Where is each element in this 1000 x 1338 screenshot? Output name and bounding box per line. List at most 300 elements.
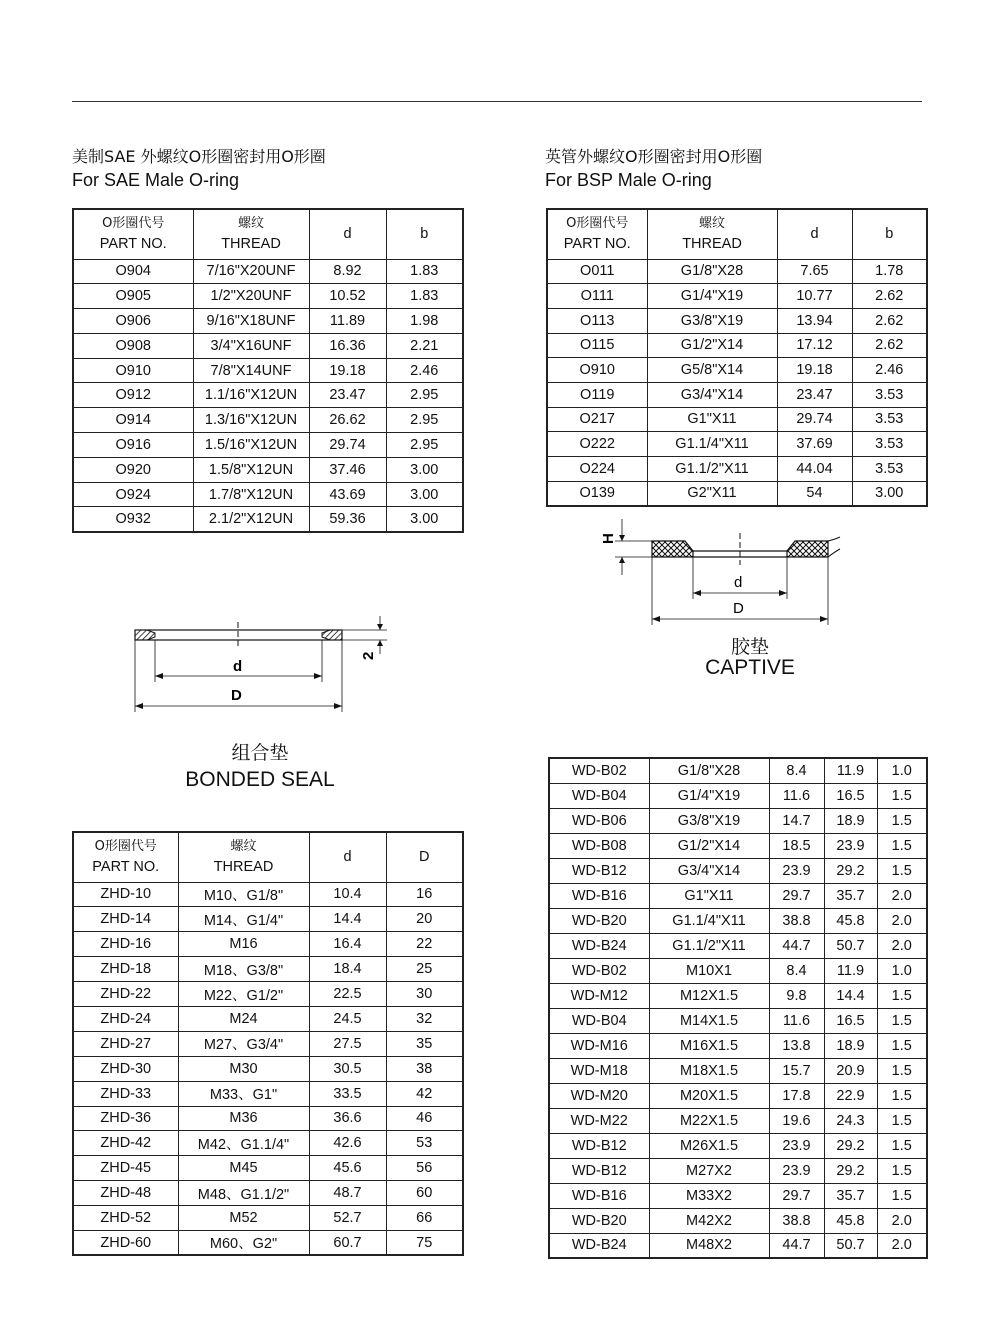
thread-cell: M24 [178, 1006, 309, 1031]
part-no-cell: ZHD-14 [73, 907, 178, 932]
dim-d-cell: 16.4 [309, 932, 386, 957]
sae-table [72, 208, 464, 533]
dim-b-cell: 46 [386, 1106, 463, 1131]
captive-caption-cn: 胶垫 [730, 636, 769, 658]
zhd-header-row [73, 832, 463, 882]
part-no-cell: WD-B20 [549, 1208, 649, 1233]
dim-b-cell: 45.8 [824, 1208, 877, 1233]
table-row [549, 1083, 927, 1108]
dim-d-cell: 8.4 [769, 958, 824, 983]
zhd-table [72, 831, 464, 1256]
part-no-cell: ZHD-18 [73, 957, 178, 982]
table-row [73, 1081, 463, 1106]
dim-b-cell: 24.3 [824, 1108, 877, 1133]
dim-d-cell: 10.77 [777, 284, 852, 309]
part-no-cell: O217 [547, 407, 647, 432]
part-no-cell: O119 [547, 382, 647, 407]
part-no-cell: O914 [73, 408, 193, 433]
table-row [73, 932, 463, 957]
thread-cell: M22、G1/2" [178, 982, 309, 1007]
part-no-cell: WD-B24 [549, 1233, 649, 1258]
dim-d-cell: 17.12 [777, 333, 852, 358]
dim-b-cell: 60 [386, 1181, 463, 1206]
thread-cell: 9/16"X18UNF [193, 309, 309, 334]
dim-b-cell: 25 [386, 957, 463, 982]
part-no-cell: O115 [547, 333, 647, 358]
sae-title-cn: 美制SAE 外螺纹O形圈密封用O形圈 [72, 147, 326, 166]
dim-d-cell: 16.36 [309, 333, 386, 358]
table-row [73, 1031, 463, 1056]
table-row [73, 1206, 463, 1231]
d-label: d [233, 658, 243, 675]
dim-b-cell: 3.00 [386, 457, 463, 482]
captive-caption [660, 634, 840, 677]
thread-cell: G2"X11 [647, 481, 777, 506]
table-row [547, 259, 927, 284]
left-seal-section [652, 541, 693, 557]
part-no-cell: WD-B08 [549, 833, 649, 858]
dim-h-cell: 1.5 [877, 1083, 927, 1108]
dim-d-cell: 14.7 [769, 808, 824, 833]
dim-d-cell: 52.7 [309, 1206, 386, 1231]
dim-b-cell: 1.98 [386, 309, 463, 334]
thread-cell: G3/8"X19 [647, 308, 777, 333]
dim-h-cell: 1.5 [877, 1183, 927, 1208]
table-row [73, 957, 463, 982]
D-label: D [231, 687, 242, 704]
table-row [547, 308, 927, 333]
dim-h-cell: 1.5 [877, 1108, 927, 1133]
dim-d-cell: 26.62 [309, 408, 386, 433]
table-row [549, 883, 927, 908]
part-no-header: O形圈代号 PART NO. [73, 209, 193, 259]
part-no-cell: WD-B12 [549, 1133, 649, 1158]
dim-h-cell: 1.5 [877, 783, 927, 808]
part-no-cell: O222 [547, 432, 647, 457]
dim-b-cell: 2.46 [386, 358, 463, 383]
dim-d-cell: 54 [777, 481, 852, 506]
table-row [547, 333, 927, 358]
thread-cell: G3/8"X19 [649, 808, 769, 833]
b-header: b [852, 209, 927, 259]
part-no-cell: ZHD-36 [73, 1106, 178, 1131]
table-row [549, 858, 927, 883]
thread-header: 螺纹 THREAD [193, 209, 309, 259]
table-row [547, 358, 927, 383]
part-no-cell: WD-B02 [549, 958, 649, 983]
part-no-cell: WD-M16 [549, 1033, 649, 1058]
table-row [549, 1158, 927, 1183]
thread-cell: 1.5/16"X12UN [193, 433, 309, 458]
thread-cell: M27、G3/4" [178, 1031, 309, 1056]
thread-cell: G3/4"X14 [649, 858, 769, 883]
part-no-cell: O139 [547, 481, 647, 506]
dim-b-cell: 50.7 [824, 933, 877, 958]
dim-d-cell: 22.5 [309, 982, 386, 1007]
thread-cell: G1.1/2"X11 [647, 457, 777, 482]
table-row [549, 783, 927, 808]
dim-d-cell: 44.7 [769, 933, 824, 958]
part-no-cell: ZHD-22 [73, 982, 178, 1007]
dim-d-cell: 48.7 [309, 1181, 386, 1206]
thread-cell: M30 [178, 1056, 309, 1081]
dim-h-cell: 1.5 [877, 1008, 927, 1033]
sae-title-en: For SAE Male O-ring [72, 170, 240, 190]
thread-cell: M18、G3/8" [178, 957, 309, 982]
thread-cell: 7/16"X20UNF [193, 259, 309, 284]
dim-d-cell: 45.6 [309, 1156, 386, 1181]
dim-d-cell: 7.65 [777, 259, 852, 284]
dim-d-cell: 19.6 [769, 1108, 824, 1133]
dim-b-cell: 16.5 [824, 783, 877, 808]
part-no-cell: O224 [547, 457, 647, 482]
dim-h-cell: 1.0 [877, 958, 927, 983]
dim-b-cell: 53 [386, 1131, 463, 1156]
dim-b-cell: 3.00 [852, 481, 927, 506]
dim-d-cell: 23.9 [769, 1133, 824, 1158]
thread-cell: M48、G1.1/2" [178, 1181, 309, 1206]
table-row [547, 457, 927, 482]
dim-d-cell: 29.74 [309, 433, 386, 458]
dim-d-cell: 42.6 [309, 1131, 386, 1156]
dim-h-cell: 1.5 [877, 1058, 927, 1083]
height-label: 2 [360, 651, 377, 660]
dim-b-cell: 30 [386, 982, 463, 1007]
dim-b-cell: 56 [386, 1156, 463, 1181]
thread-cell: G1"X11 [649, 883, 769, 908]
table-row [73, 433, 463, 458]
dim-d-cell: 36.6 [309, 1106, 386, 1131]
table-row [549, 933, 927, 958]
table-row [549, 833, 927, 858]
dim-b-cell: 22 [386, 932, 463, 957]
dim-b-cell: 2.95 [386, 408, 463, 433]
part-no-cell: ZHD-16 [73, 932, 178, 957]
dim-d-cell: 19.18 [777, 358, 852, 383]
part-no-cell: WD-M20 [549, 1083, 649, 1108]
part-no-cell: ZHD-48 [73, 1181, 178, 1206]
right-seal-lip [322, 630, 342, 640]
thread-cell: 7/8"X14UNF [193, 358, 309, 383]
dim-d-cell: 13.8 [769, 1033, 824, 1058]
thread-cell: G1/8"X28 [647, 259, 777, 284]
table-row [547, 284, 927, 309]
thread-cell: M16X1.5 [649, 1033, 769, 1058]
dim-b-cell: 2.95 [386, 433, 463, 458]
thread-cell: 1.1/16"X12UN [193, 383, 309, 408]
bsp-heading [545, 146, 762, 192]
dim-b-cell: 3.00 [386, 482, 463, 507]
table-row [549, 958, 927, 983]
part-no-cell: WD-B24 [549, 933, 649, 958]
dim-b-cell: 35.7 [824, 1183, 877, 1208]
dim-d-cell: 38.8 [769, 1208, 824, 1233]
thread-cell: M14X1.5 [649, 1008, 769, 1033]
dim-d-cell: 23.47 [777, 382, 852, 407]
part-no-cell: WD-M18 [549, 1058, 649, 1083]
bonded-caption-cn: 组合垫 [231, 742, 289, 764]
dim-b-cell: 18.9 [824, 808, 877, 833]
dim-h-cell: 2.0 [877, 933, 927, 958]
dim-b-cell: 35 [386, 1031, 463, 1056]
dim-h-cell: 1.5 [877, 983, 927, 1008]
d-label: d [734, 574, 743, 591]
table-row [549, 1208, 927, 1233]
dim-b-cell: 16.5 [824, 1008, 877, 1033]
dim-h-cell: 1.5 [877, 808, 927, 833]
dim-b-cell: 20 [386, 907, 463, 932]
thread-cell: M18X1.5 [649, 1058, 769, 1083]
table-row [73, 383, 463, 408]
dim-b-cell: 2.95 [386, 383, 463, 408]
dim-h-cell: 2.0 [877, 1233, 927, 1258]
dim-d-cell: 43.69 [309, 482, 386, 507]
D-label: D [733, 600, 744, 617]
dim-b-cell: 1.83 [386, 259, 463, 284]
part-no-cell: WD-B04 [549, 1008, 649, 1033]
thread-cell: G1/8"X28 [649, 758, 769, 783]
thread-cell: G1.1/2"X11 [649, 933, 769, 958]
thread-cell: G1/2"X14 [649, 833, 769, 858]
dim-d-cell: 33.5 [309, 1081, 386, 1106]
thread-cell: G3/4"X14 [647, 382, 777, 407]
part-no-cell: ZHD-27 [73, 1031, 178, 1056]
dim-h-cell: 1.5 [877, 1158, 927, 1183]
dim-d-cell: 59.36 [309, 507, 386, 532]
thread-cell: G1/2"X14 [647, 333, 777, 358]
thread-cell: M12X1.5 [649, 983, 769, 1008]
table-row [547, 481, 927, 506]
dim-b-cell: 38 [386, 1056, 463, 1081]
dim-b-cell: 11.9 [824, 958, 877, 983]
left-seal-lip [135, 630, 155, 640]
thread-cell: G1"X11 [647, 407, 777, 432]
thread-cell: M27X2 [649, 1158, 769, 1183]
dim-b-cell: 42 [386, 1081, 463, 1106]
part-no-cell: O011 [547, 259, 647, 284]
part-no-cell: ZHD-45 [73, 1156, 178, 1181]
table-row [547, 382, 927, 407]
dim-b-cell: 3.53 [852, 382, 927, 407]
part-no-cell: O910 [73, 358, 193, 383]
dim-b-cell: 2.62 [852, 284, 927, 309]
dim-b-cell: 29.2 [824, 858, 877, 883]
part-no-cell: WD-B04 [549, 783, 649, 808]
b-header: b [386, 209, 463, 259]
thread-cell: G5/8"X14 [647, 358, 777, 383]
thread-cell: M60、G2" [178, 1230, 309, 1255]
d-header: d [309, 209, 386, 259]
part-no-header: O形圈代号 PART NO. [73, 832, 178, 882]
dim-b-cell: 22.9 [824, 1083, 877, 1108]
dim-d-cell: 27.5 [309, 1031, 386, 1056]
part-no-cell: WD-B16 [549, 883, 649, 908]
dim-d-cell: 44.7 [769, 1233, 824, 1258]
dim-d-cell: 29.74 [777, 407, 852, 432]
part-no-cell: O908 [73, 333, 193, 358]
table-row [549, 1058, 927, 1083]
dim-b-cell: 3.00 [386, 507, 463, 532]
dim-h-cell: 1.5 [877, 1033, 927, 1058]
bsp-title-en: For BSP Male O-ring [545, 170, 712, 190]
part-no-cell: WD-M22 [549, 1108, 649, 1133]
part-no-cell: O912 [73, 383, 193, 408]
dim-d-cell: 17.8 [769, 1083, 824, 1108]
dim-d-cell: 24.5 [309, 1006, 386, 1031]
table-row [549, 1133, 927, 1158]
table-row [73, 1156, 463, 1181]
dim-b-cell: 2.46 [852, 358, 927, 383]
table-row [549, 1033, 927, 1058]
dim-d-cell: 29.7 [769, 883, 824, 908]
dim-b-cell: 32 [386, 1006, 463, 1031]
part-no-cell: WD-B20 [549, 908, 649, 933]
part-no-cell: O113 [547, 308, 647, 333]
captive-caption-en: CAPTIVE [705, 656, 795, 677]
table-row [549, 983, 927, 1008]
table-row [549, 908, 927, 933]
sae-heading [72, 146, 326, 192]
dim-b-cell: 14.4 [824, 983, 877, 1008]
part-no-cell: O906 [73, 309, 193, 334]
thread-cell: 3/4"X16UNF [193, 333, 309, 358]
dim-b-cell: 11.9 [824, 758, 877, 783]
thread-cell: M48X2 [649, 1233, 769, 1258]
table-row [73, 259, 463, 284]
table-row [73, 309, 463, 334]
dim-d-cell: 11.89 [309, 309, 386, 334]
bonded-caption [150, 740, 370, 794]
dim-b-cell: 18.9 [824, 1033, 877, 1058]
dim-b-cell: 29.2 [824, 1158, 877, 1183]
table-row [73, 333, 463, 358]
dim-h-cell: 1.5 [877, 833, 927, 858]
dim-b-cell: 23.9 [824, 833, 877, 858]
dim-b-cell: 2.62 [852, 308, 927, 333]
table-row [73, 1181, 463, 1206]
table-row [73, 882, 463, 907]
dim-b-cell: 1.78 [852, 259, 927, 284]
bonded-seal-diagram [125, 600, 405, 720]
dim-b-cell: 50.7 [824, 1233, 877, 1258]
thread-header: 螺纹 THREAD [178, 832, 309, 882]
table-row [549, 758, 927, 783]
thread-cell: M52 [178, 1206, 309, 1231]
d-header: d [309, 832, 386, 882]
table-row [73, 907, 463, 932]
bsp-title-cn: 英管外螺纹O形圈密封用O形圈 [545, 147, 763, 166]
dim-h-cell: 2.0 [877, 883, 927, 908]
part-no-cell: ZHD-10 [73, 882, 178, 907]
dim-h-cell: 1.5 [877, 858, 927, 883]
thread-cell: M20X1.5 [649, 1083, 769, 1108]
table-row [73, 1230, 463, 1255]
dim-d-cell: 44.04 [777, 457, 852, 482]
dim-d-cell: 8.92 [309, 259, 386, 284]
sae-header-row [73, 209, 463, 259]
dim-d-cell: 30.5 [309, 1056, 386, 1081]
table-row [549, 1108, 927, 1133]
thread-cell: 1/2"X20UNF [193, 284, 309, 309]
part-no-cell: ZHD-30 [73, 1056, 178, 1081]
top-rule [72, 101, 922, 102]
bonded-caption-en: BONDED SEAL [185, 768, 335, 791]
part-no-cell: WD-B16 [549, 1183, 649, 1208]
dim-d-cell: 14.4 [309, 907, 386, 932]
dim-d-cell: 18.4 [309, 957, 386, 982]
table-row [73, 507, 463, 532]
table-row [549, 808, 927, 833]
dim-b-cell: 3.53 [852, 407, 927, 432]
part-no-cell: ZHD-24 [73, 1006, 178, 1031]
part-no-cell: WD-B12 [549, 858, 649, 883]
dim-d-cell: 15.7 [769, 1058, 824, 1083]
table-row [73, 1006, 463, 1031]
part-no-cell: ZHD-60 [73, 1230, 178, 1255]
part-no-cell: O910 [547, 358, 647, 383]
dim-d-cell: 23.9 [769, 1158, 824, 1183]
right-seal-section [787, 541, 828, 557]
thread-cell: G1/4"X19 [649, 783, 769, 808]
table-row [547, 407, 927, 432]
captive-diagram [590, 515, 850, 630]
dim-b-cell: 16 [386, 882, 463, 907]
table-row [549, 1183, 927, 1208]
dim-d-cell: 8.4 [769, 758, 824, 783]
thread-cell: 1.3/16"X12UN [193, 408, 309, 433]
dim-h-cell: 2.0 [877, 1208, 927, 1233]
thread-cell: M22X1.5 [649, 1108, 769, 1133]
table-row [73, 1131, 463, 1156]
dim-d-cell: 38.8 [769, 908, 824, 933]
thread-cell: M14、G1/4" [178, 907, 309, 932]
thread-cell: M33X2 [649, 1183, 769, 1208]
thread-cell: M42、G1.1/4" [178, 1131, 309, 1156]
dim-b-cell: 45.8 [824, 908, 877, 933]
part-no-cell: O905 [73, 284, 193, 309]
table-row [549, 1008, 927, 1033]
dim-d-cell: 29.7 [769, 1183, 824, 1208]
part-no-cell: O904 [73, 259, 193, 284]
table-row [73, 482, 463, 507]
part-no-cell: WD-B06 [549, 808, 649, 833]
D-header: D [386, 832, 463, 882]
thread-cell: M26X1.5 [649, 1133, 769, 1158]
part-no-cell: O924 [73, 482, 193, 507]
part-no-cell: WD-B12 [549, 1158, 649, 1183]
thread-cell: 1.7/8"X12UN [193, 482, 309, 507]
H-label: H [600, 533, 617, 544]
bsp-header-row [547, 209, 927, 259]
dim-h-cell: 1.5 [877, 1133, 927, 1158]
part-no-header: O形圈代号 PART NO. [547, 209, 647, 259]
thread-cell: M45 [178, 1156, 309, 1181]
thread-cell: M36 [178, 1106, 309, 1131]
bsp-table [546, 208, 928, 507]
part-no-cell: WD-M12 [549, 983, 649, 1008]
dim-d-cell: 37.46 [309, 457, 386, 482]
thread-cell: M10X1 [649, 958, 769, 983]
table-row [547, 432, 927, 457]
dim-d-cell: 10.4 [309, 882, 386, 907]
table-row [73, 358, 463, 383]
dim-d-cell: 11.6 [769, 1008, 824, 1033]
thread-cell: M33、G1" [178, 1081, 309, 1106]
thread-cell: G1.1/4"X11 [649, 908, 769, 933]
part-no-cell: ZHD-33 [73, 1081, 178, 1106]
d-header: d [777, 209, 852, 259]
part-no-cell: ZHD-42 [73, 1131, 178, 1156]
